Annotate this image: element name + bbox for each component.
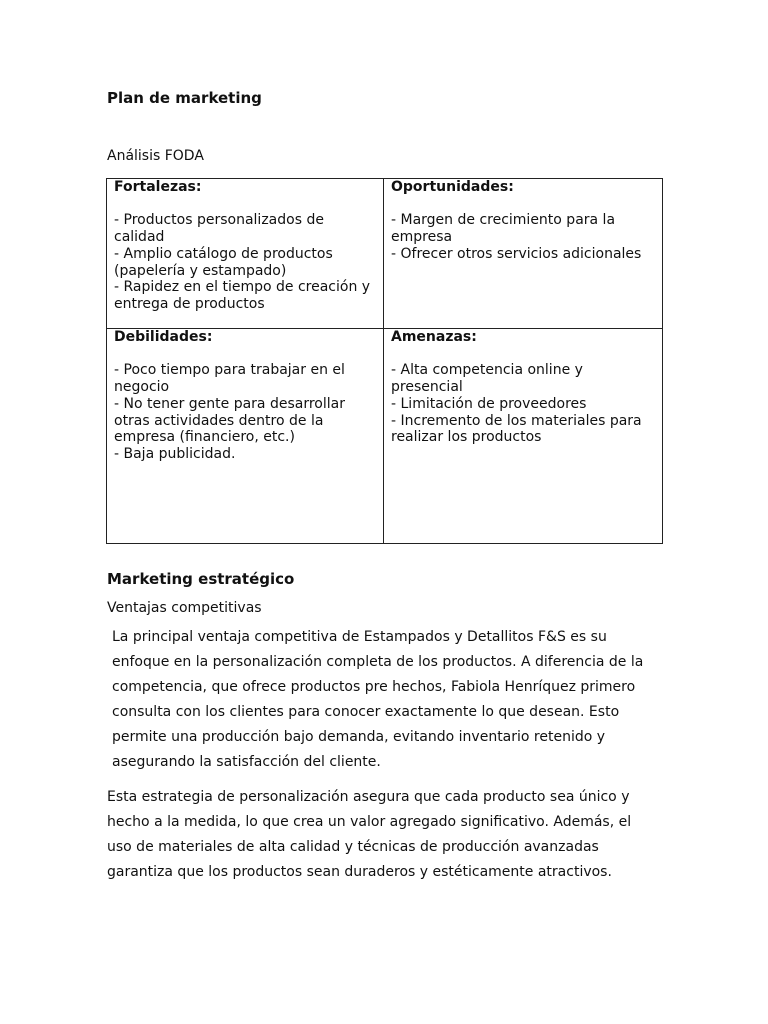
paragraph-estrategia-personalizacion: Esta estrategia de personalización asegura que cada producto sea único y hecho a la medida, lo que crea un valor agregado significativo. Además, el uso de materiales de alta calidad y técnicas de producción avanzadas garantiza que los productos sean duraderos y estéticamente atractivos. [107,789,632,880]
foda-row-top [107,179,663,329]
paragraph-ventaja-competitiva: La principal ventaja competitiva de Estampados y Detallitos F&S es su enfoque en la personalización completa de los productos. A diferencia de la competencia, que ofrece productos pre hechos, Fabiola Henríquez primero consulta con los clientes para conocer exactamente lo que desean. Esto permite una producción bajo demanda, evitando inventario retenido y asegurando la satisfacción del cliente. [112,629,644,770]
amenazas-item: - Limitación de proveedores [391,395,587,412]
foda-cell-amenazas [384,329,663,544]
fortalezas-heading: Fortalezas: [114,179,202,195]
foda-row-bottom [107,329,663,544]
foda-subtitle: Análisis FODA [107,148,204,164]
document-title: Plan de marketing [107,89,262,107]
debilidades-item: - Poco tiempo para trabajar en el negocio [114,362,345,396]
fortalezas-item: - Productos personalizados de calidad [114,212,324,246]
foda-table [106,178,663,544]
debilidades-item: - Baja publicidad. [114,445,236,462]
debilidades-item: - No tener gente para desarrollar otras actividades dentro de la empresa (financiero, etc.) [114,395,345,446]
oportunidades-heading: Oportunidades: [391,179,514,195]
fortalezas-item: - Rapidez en el tiempo de creación y entrega de productos [114,279,371,312]
oportunidades-item: - Ofrecer otros servicios adicionales [391,245,642,262]
foda-cell-fortalezas [107,179,384,329]
section-heading-marketing-estrategico: Marketing estratégico [107,570,295,588]
fortalezas-item: - Amplio catálogo de productos (papelería y estampado) [114,245,333,279]
amenazas-heading: Amenazas: [391,329,477,345]
oportunidades-item: - Margen de crecimiento para la empresa [391,212,616,246]
amenazas-item: - Alta competencia online y presencial [391,362,583,396]
foda-cell-debilidades [107,329,384,544]
amenazas-item: - Incremento de los materiales para realizar los productos [391,412,642,446]
debilidades-heading: Debilidades: [114,329,213,345]
subheading-ventajas-competitivas: Ventajas competitivas [107,600,262,616]
foda-cell-oportunidades [384,179,663,329]
